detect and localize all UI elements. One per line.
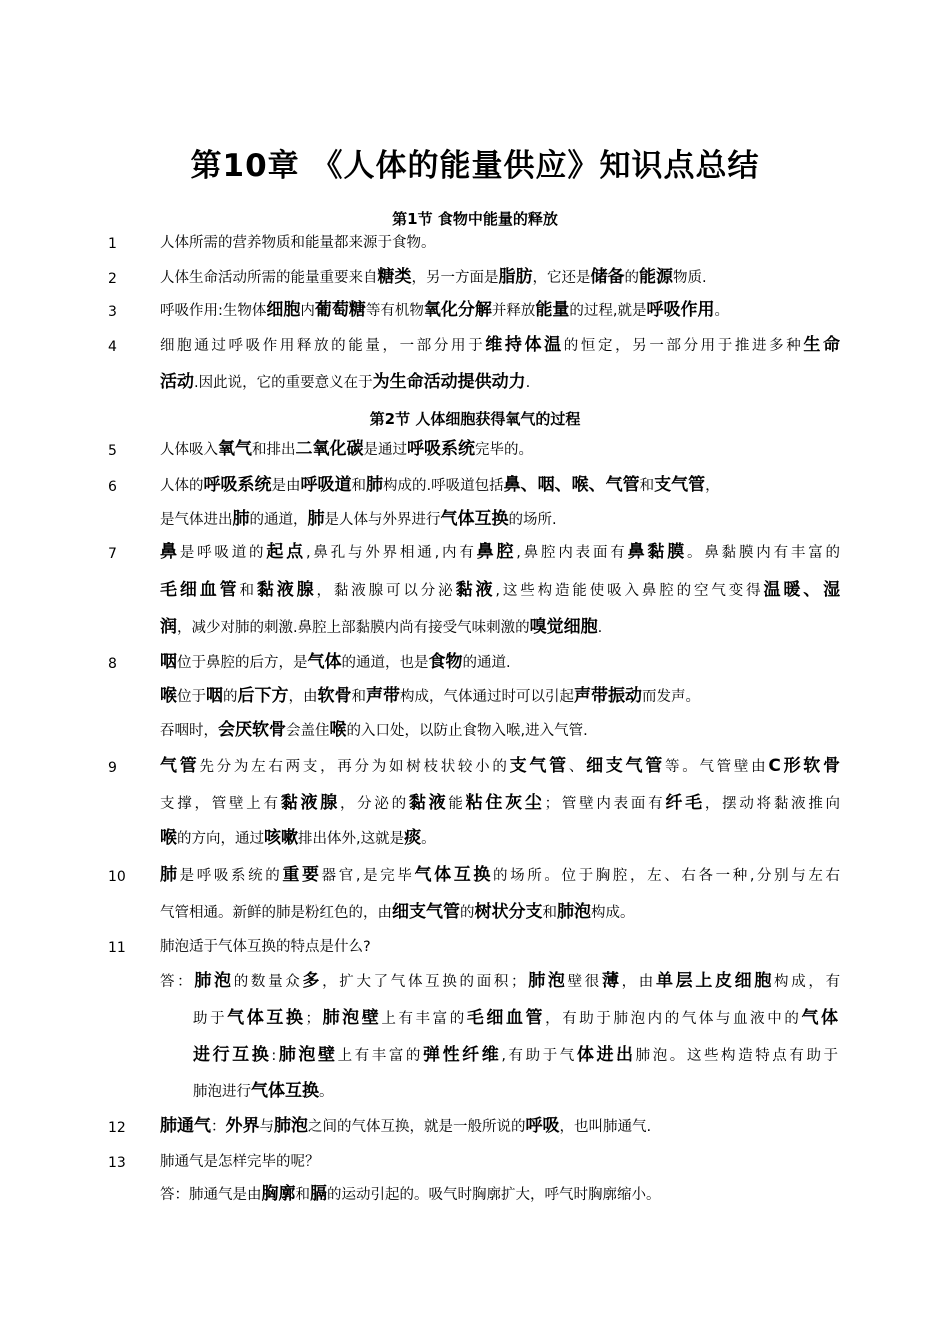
- text-run: .: [525, 375, 531, 391]
- bold-term: 树状分支: [474, 902, 543, 922]
- bold-term: 起点: [266, 542, 306, 562]
- bold-term: 喉: [160, 828, 177, 848]
- bold-term: 毛细血管: [160, 580, 240, 600]
- text-run: 的过程,就是: [569, 303, 647, 319]
- text-run: 等。气管壁由: [664, 759, 769, 775]
- bold-term: 氧化分解: [423, 300, 492, 320]
- text-run: 构成。: [591, 905, 635, 921]
- text-run: 人体的: [160, 478, 204, 494]
- text-run: 器官,是完毕: [321, 868, 415, 884]
- bold-term: 痰: [404, 828, 422, 848]
- text-run: ；管壁内表面有: [544, 796, 666, 812]
- text-run: 。: [319, 1084, 334, 1100]
- text-run: 的: [624, 270, 639, 286]
- bold-term: 单层上皮细胞: [655, 971, 775, 991]
- bold-term: 维持体温: [485, 335, 564, 355]
- bold-term: 喉: [329, 720, 347, 740]
- text-run: 与: [259, 1119, 274, 1135]
- bold-term: 声带振动: [574, 686, 642, 706]
- text-run: ，减少对肺的刺激.鼻腔上部黏膜内尚有接受气味刺激的: [177, 620, 530, 636]
- bold-term: 气体互换: [414, 865, 493, 885]
- bold-term: 细胞: [266, 300, 301, 320]
- text-line: [160, 758, 840, 775]
- bold-term: 喉: [160, 686, 177, 706]
- text-run: 的方向，通过: [177, 831, 264, 847]
- item-number: 13: [108, 1155, 126, 1171]
- text-run: ，它还是: [532, 270, 591, 286]
- text-run: 和: [542, 905, 557, 921]
- text-line: [160, 337, 840, 354]
- text-run: ，黏液腺可以分泌: [316, 583, 456, 599]
- bold-term: 肺: [160, 865, 180, 885]
- bold-term: 黏液腺: [256, 580, 317, 600]
- bold-term: 气管: [160, 756, 200, 776]
- text-run: 先分为左右两支，再分为如树枝状较小的: [199, 759, 510, 775]
- bold-term: 鼻腔: [476, 542, 517, 562]
- text-run: 是呼吸系统的: [179, 868, 283, 884]
- text-run: ，由: [288, 689, 318, 705]
- text-run: 的通道，也是: [341, 655, 429, 671]
- text-line: [160, 302, 840, 319]
- text-line: [160, 688, 840, 705]
- text-run: 和: [239, 583, 257, 599]
- bold-term: 肺泡壁: [320, 1008, 382, 1028]
- text-run: ，也叫肺通气.: [559, 1119, 652, 1135]
- text-run: ，分泌的: [339, 796, 409, 812]
- text-run: 、: [568, 759, 587, 775]
- text-run: 的: [223, 689, 238, 705]
- bold-term: 能量: [535, 300, 570, 320]
- text-line: [160, 830, 840, 847]
- text-run: ,有助于气: [501, 1048, 577, 1064]
- bold-term: 黏液腺: [280, 793, 340, 813]
- text-run: 肺通气是怎样完毕的呢？: [160, 1154, 320, 1170]
- bold-term: 储备: [590, 267, 625, 287]
- text-run: ，摆动将黏液推向: [704, 796, 841, 812]
- bold-term: 会厌软骨: [218, 720, 286, 740]
- text-line: [160, 441, 840, 458]
- bold-term: 鼻: [160, 542, 180, 562]
- bold-term: 脂肪: [498, 267, 533, 287]
- text-run: 之间的气体互换，就是一般所说的: [308, 1119, 526, 1135]
- bold-term: 葡萄糖: [314, 300, 366, 320]
- bold-term: 细支气管: [392, 902, 460, 922]
- text-run: 上有丰富的: [381, 1011, 467, 1027]
- text-run: 。: [714, 303, 729, 319]
- text-run: 构成，有: [774, 974, 841, 990]
- text-line: [160, 1186, 840, 1203]
- bold-term: 黏液: [455, 580, 496, 600]
- bold-term: 气体互换: [440, 509, 509, 529]
- text-line: [160, 619, 840, 636]
- text-run: 人体吸入: [160, 442, 218, 458]
- text-run: ，: [705, 478, 720, 494]
- item-number: 3: [108, 304, 117, 320]
- text-line: [160, 374, 840, 391]
- bold-term: 二氧化碳: [295, 439, 364, 459]
- text-run: ，扩大了气体互换的面积；: [322, 974, 526, 990]
- text-run: ,这些构造能使吸入鼻腔的空气变得: [495, 583, 764, 599]
- bold-term: 咽: [160, 652, 177, 672]
- bold-term: 肺: [232, 509, 250, 529]
- text-run: 答：肺通气是由: [160, 1187, 262, 1203]
- text-line: [160, 1118, 840, 1135]
- text-run: 构成，气体通过时可以引起: [400, 689, 574, 705]
- text-line: [160, 722, 840, 739]
- text-run: .: [597, 620, 603, 636]
- text-run: 构成的.呼吸道包括: [383, 478, 504, 494]
- bold-term: 呼吸: [525, 1116, 560, 1136]
- bold-term: 气体: [307, 652, 342, 672]
- item-number: 8: [108, 656, 117, 672]
- text-run: 是通过: [363, 442, 407, 458]
- bold-term: 肺泡: [274, 1116, 308, 1136]
- bold-term: 粘住灰尘: [465, 793, 545, 813]
- text-run: 的恒定，另一部分用于推进多种: [563, 338, 804, 354]
- bold-term: 进行互换: [193, 1045, 272, 1065]
- text-run: 的场所.: [508, 512, 557, 528]
- section-heading-1: 第1节 食物中能量的释放: [392, 210, 558, 228]
- bold-term: 生命: [803, 335, 841, 355]
- text-run: 是呼吸道的: [179, 545, 267, 561]
- text-run: ：: [211, 1119, 226, 1135]
- text-run: 肺泡适于气体互换的特点是什么?: [160, 939, 371, 955]
- bold-term: 弹性纤维: [423, 1045, 502, 1065]
- bold-term: 温暖、湿: [763, 580, 841, 600]
- text-run: 气管相通。新鲜的肺是粉红色的，由: [160, 905, 392, 921]
- text-line: [160, 940, 840, 955]
- text-run: 的通道，: [249, 512, 308, 528]
- bold-term: 氧气: [218, 439, 252, 459]
- section-heading-2: 第2节 人体细胞获得氧气的过程: [369, 410, 581, 428]
- bold-term: 声带: [366, 686, 400, 706]
- text-run: 支撑，管壁上有: [160, 796, 281, 812]
- bold-term: 肺: [366, 475, 383, 495]
- bold-term: 嗅觉细胞: [529, 617, 598, 637]
- bold-term: 软骨: [317, 686, 352, 706]
- text-run: 。: [421, 831, 436, 847]
- bold-term: 细支气管: [586, 756, 665, 776]
- bold-term: 重要: [282, 865, 322, 885]
- page-title: 第10章 《人体的能量供应》知识点总结: [190, 148, 760, 184]
- text-run: 等有机物: [365, 303, 424, 319]
- text-run: ；: [305, 1011, 321, 1027]
- text-run: 细胞通过呼吸作用释放的能量，一部分用于: [160, 338, 486, 354]
- bold-term: 活动: [160, 372, 194, 392]
- bold-term: 体进出: [576, 1045, 636, 1065]
- bold-term: 气体互换: [227, 1008, 306, 1028]
- text-run: ,鼻孔与外界相通,内有: [306, 545, 477, 561]
- text-run: 完毕的。: [475, 442, 533, 458]
- item-number: 7: [108, 546, 117, 562]
- text-run: 答：: [160, 974, 195, 990]
- bold-term: 呼吸道: [300, 475, 352, 495]
- item-number: 1: [108, 236, 117, 252]
- text-line: [160, 973, 840, 990]
- item-number: 2: [108, 271, 117, 287]
- text-run: .因此说，它的重要意义在于: [194, 375, 373, 391]
- text-line: [160, 269, 840, 286]
- text-line: [160, 511, 840, 528]
- bold-term: 肺泡壁: [276, 1045, 338, 1065]
- text-run: 的数量众: [233, 974, 303, 990]
- item-number: 11: [108, 940, 126, 956]
- text-line: [193, 1083, 838, 1100]
- text-run: 是人体与外界进行: [324, 512, 441, 528]
- text-run: 能: [448, 796, 466, 812]
- item-number: 4: [108, 339, 117, 355]
- text-line: [193, 1047, 838, 1064]
- bold-term: 糖类: [377, 267, 412, 287]
- bold-term: 外界: [225, 1116, 260, 1136]
- text-run: 是气体进出: [160, 512, 233, 528]
- text-line: [160, 236, 840, 251]
- bold-term: 呼吸系统: [203, 475, 272, 495]
- text-run: 的场所。位于胸腔，左、右各一种,分别与左右: [492, 868, 841, 884]
- bold-term: 气体: [801, 1008, 839, 1028]
- text-run: 吞咽时，: [160, 723, 218, 739]
- bold-term: 膈: [310, 1184, 327, 1204]
- text-run: 肺泡。这些构造特点有助于: [635, 1048, 839, 1064]
- text-run: 会盖住: [286, 723, 330, 739]
- bold-term: 肺通气: [160, 1116, 211, 1136]
- text-run: ,鼻腔内表面有: [516, 545, 628, 561]
- text-run: 和: [295, 1187, 310, 1203]
- text-run: 内: [300, 303, 315, 319]
- bold-term: 纤毛: [665, 793, 705, 813]
- text-run: 位于鼻腔的后方，是: [177, 655, 308, 671]
- bold-term: 肺泡: [557, 902, 591, 922]
- text-run: 的运动引起的。吸气时胸廓扩大，呼气时胸廓缩小。: [327, 1187, 661, 1203]
- bold-term: 支气管: [509, 756, 569, 776]
- text-run: 助于: [193, 1011, 228, 1027]
- text-run: 和排出: [252, 442, 296, 458]
- text-run: 并释放: [491, 303, 536, 319]
- bold-term: 肺泡: [194, 971, 234, 991]
- text-run: 排出体外,这就是: [298, 831, 405, 847]
- text-line: [160, 795, 840, 812]
- bold-term: 能源: [639, 267, 673, 287]
- bold-term: 多: [302, 971, 323, 991]
- text-line: [160, 477, 840, 494]
- item-number: 9: [108, 760, 117, 776]
- item-number: 5: [108, 443, 117, 459]
- text-line: [160, 1155, 840, 1170]
- bold-term: 鼻黏膜: [627, 542, 688, 562]
- bold-term: 咳嗽: [264, 828, 298, 848]
- text-run: 位于: [177, 689, 206, 705]
- bold-term: 胸廓: [261, 1184, 296, 1204]
- item-number: 12: [108, 1120, 126, 1136]
- bold-term: C形软骨: [768, 756, 841, 776]
- bold-term: 润: [160, 617, 177, 637]
- text-run: 的入口处，以防止食物入喉,进入气管.: [346, 723, 588, 739]
- text-run: 人体生命活动所需的能量重要来自: [160, 270, 378, 286]
- item-number: 6: [108, 479, 117, 495]
- bold-term: 气体互换: [251, 1081, 319, 1101]
- bold-term: 毛细血管: [466, 1008, 546, 1028]
- text-run: 肺泡进行: [193, 1084, 251, 1100]
- text-run: 的通道.: [462, 655, 511, 671]
- text-run: 是由: [271, 478, 301, 494]
- bold-term: 鼻、咽、喉、气管: [503, 475, 640, 495]
- bold-term: 薄: [601, 971, 622, 991]
- bold-term: 为生命活动提供动力: [372, 372, 526, 392]
- bold-term: 呼吸系统: [407, 439, 475, 459]
- text-run: 人体所需的营养物质和能量都来源于食物。: [160, 235, 436, 251]
- text-run: ，有助于肺泡内的气体与血液中的: [545, 1011, 802, 1027]
- bold-term: 肺泡: [525, 971, 568, 991]
- bold-term: 肺: [307, 509, 325, 529]
- bold-term: 支气管: [654, 475, 706, 495]
- text-line: [160, 654, 840, 671]
- item-number: 10: [108, 869, 126, 885]
- bold-term: 咽: [206, 686, 223, 706]
- text-run: 和: [351, 689, 366, 705]
- text-line: [160, 582, 840, 599]
- text-line: [160, 544, 840, 561]
- bold-term: 呼吸作用: [646, 300, 715, 320]
- text-run: 的: [460, 905, 475, 921]
- text-run: 上有丰富的: [337, 1048, 423, 1064]
- text-line: [160, 904, 840, 921]
- bold-term: 食物: [428, 652, 463, 672]
- text-run: 和: [351, 478, 366, 494]
- text-run: 和: [639, 478, 655, 494]
- text-run: 。鼻黏膜内有丰富的: [687, 545, 841, 561]
- text-run: 壁很: [567, 974, 602, 990]
- text-run: 物质.: [673, 270, 707, 286]
- text-run: :: [271, 1048, 277, 1064]
- text-run: ，由: [621, 974, 656, 990]
- bold-term: 黏液: [408, 793, 449, 813]
- text-run: 呼吸作用:生物体: [160, 303, 267, 319]
- text-run: 而发声。: [642, 689, 700, 705]
- text-line: [193, 1010, 838, 1027]
- bold-term: 后下方: [237, 686, 289, 706]
- text-line: [160, 867, 840, 884]
- text-run: ，另一方面是: [411, 270, 499, 286]
